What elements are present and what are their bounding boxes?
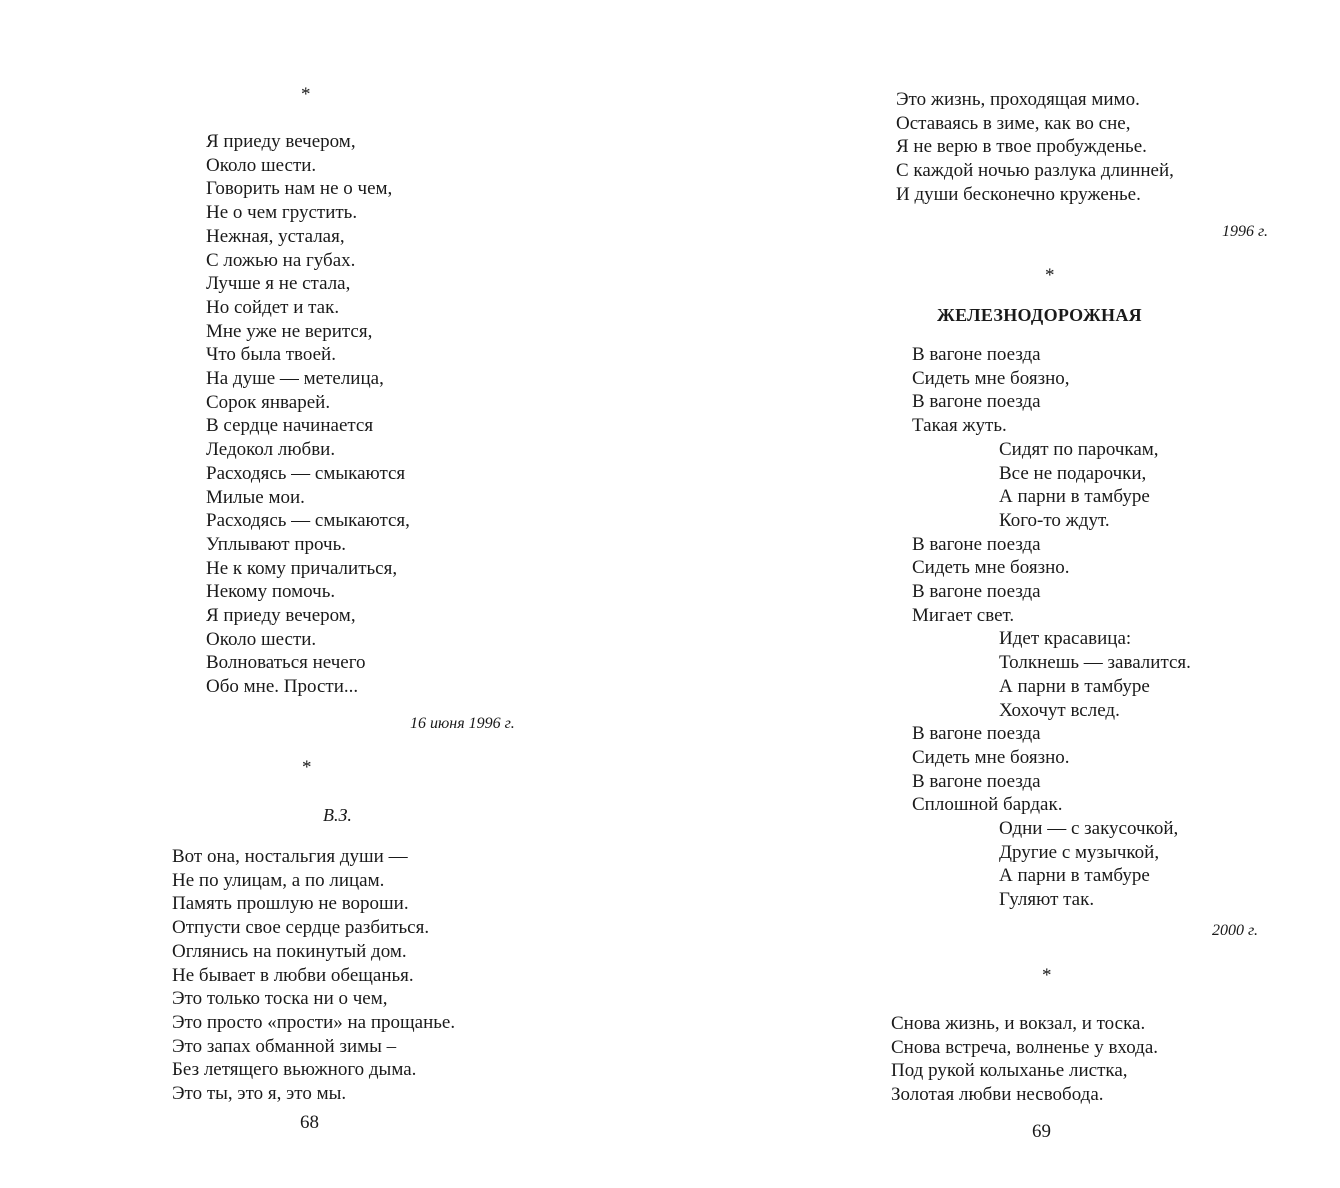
poem-line: Около шести.: [206, 154, 317, 176]
poem-line: Говорить нам не о чем,: [206, 178, 393, 200]
poem-line: Оставаясь в зиме, как во сне,: [896, 112, 1131, 134]
poem-line: Нежная, усталая,: [206, 225, 345, 247]
left-page: [0, 0, 660, 1188]
poem-line: Снова жизнь, и вокзал, и тоска.: [891, 1013, 1146, 1034]
poem-line: Не по улицам, а по лицам.: [172, 869, 385, 891]
poem-line: Золотая любви несвобода.: [891, 1084, 1104, 1106]
poem-line: Некому помочь.: [206, 581, 336, 603]
poem-line: А парни в тамбуре: [999, 675, 1150, 697]
poem1-date: 16 июня 1996 г.: [410, 715, 515, 732]
poem-line: Гуляют так.: [999, 889, 1095, 911]
poem2-title: В.З.: [323, 805, 352, 825]
poem-line: Я приеду вечером,: [206, 605, 356, 627]
poem-line: Мигает свет.: [912, 604, 1015, 626]
poem-line: Все не подарочки,: [999, 462, 1147, 484]
poem-line: А парни в тамбуре: [999, 865, 1150, 887]
poem2-text: [172, 845, 455, 1106]
poem-line: Лучше я не стала,: [206, 273, 351, 295]
poem-line: Кого-то ждут.: [999, 509, 1110, 531]
poem-line: Такая жуть.: [912, 415, 1007, 437]
poem-line: Отпусти свое сердце разбиться.: [172, 917, 430, 939]
poem-line: В вагоне поезда: [912, 723, 1041, 745]
poem-line: В вагоне поезда: [912, 344, 1041, 365]
poem1-asterisk: *: [301, 84, 311, 105]
poem-line: Сидеть мне боязно.: [912, 557, 1070, 579]
poem-line: Это только тоска ни о чем,: [172, 988, 388, 1010]
poem-line: Под рукой колыханье листка,: [891, 1060, 1128, 1082]
poem-line: Обо мне. Прости...: [206, 676, 359, 698]
poem-line: Не к кому причалиться,: [206, 557, 398, 579]
poem-line: С каждой ночью разлука длинней,: [896, 160, 1174, 182]
poem-line: Снова встреча, волненье у входа.: [891, 1036, 1159, 1058]
poem-line: Что была твоей.: [206, 344, 336, 366]
poem-line: Хохочут вслед.: [999, 699, 1120, 721]
poem-continued-text: [896, 88, 1174, 207]
poem4-asterisk: *: [1042, 965, 1052, 986]
poem-line: В сердце начинается: [206, 415, 374, 437]
poem-line: В вагоне поезда: [912, 770, 1041, 792]
poem-line: В вагоне поезда: [912, 391, 1041, 413]
poem3-asterisk: *: [1045, 265, 1055, 286]
page-number-left: 68: [300, 1112, 319, 1133]
poem-line: Сплошной бардак.: [912, 794, 1063, 816]
poem-line: Одни — с закусочкой,: [999, 818, 1179, 840]
poem-line: И души бесконечно круженье.: [896, 183, 1141, 205]
poem-line: Идет красавица:: [999, 628, 1132, 650]
poem-line: Это просто «прости» на прощанье.: [172, 1011, 456, 1033]
poem-line: На душе — метелица,: [206, 368, 384, 390]
poem-line: Ледокол любви.: [206, 439, 336, 461]
poem-line: В вагоне поезда: [912, 581, 1041, 603]
poem-line: Не о чем грустить.: [206, 202, 358, 224]
poem1-text: [206, 130, 410, 699]
poem-line: Толкнешь — завалится.: [999, 652, 1191, 674]
poem-line: Память прошлую не вороши.: [172, 893, 409, 915]
poem-line: Но сойдет и так.: [206, 296, 340, 318]
poem-line: Мне уже не верится,: [206, 320, 373, 342]
poem-line: Без летящего вьюжного дыма.: [172, 1059, 417, 1081]
poem-line: Сидят по парочкам,: [999, 438, 1159, 460]
poem-line: В вагоне поезда: [912, 533, 1041, 555]
poem-line: Другие с музычкой,: [999, 841, 1160, 863]
poem4-text: [891, 1012, 1158, 1107]
poem-line: Сидеть мне боязно.: [912, 746, 1070, 768]
poem-line: Я не верю в твое пробужденье.: [896, 136, 1147, 158]
poem-line: Это ты, это я, это мы.: [172, 1083, 347, 1105]
poem-line: Волноваться нечего: [206, 652, 366, 674]
poem-continued-date: 1996 г.: [1222, 223, 1269, 240]
poem-line: А парни в тамбуре: [999, 486, 1150, 508]
poem-line: Уплывают прочь.: [206, 533, 346, 555]
poem-line: Сорок январей.: [206, 391, 331, 413]
poem-line: Расходясь — смыкаются: [206, 462, 406, 484]
poem2-asterisk: *: [302, 757, 312, 778]
poem-line: Милые мои.: [206, 486, 305, 508]
poem3-date: 2000 г.: [1212, 922, 1259, 939]
poem-line: Это жизнь, проходящая мимо.: [896, 89, 1140, 110]
poem-line: Оглянись на покинутый дом.: [172, 940, 407, 962]
poem-line: С ложью на губах.: [206, 249, 356, 271]
page-number-right: 69: [1032, 1121, 1051, 1142]
poem-line: Вот она, ностальгия души —: [172, 846, 408, 867]
poem-line: Не бывает в любви обещанья.: [172, 964, 414, 986]
poem-line: Я приеду вечером,: [206, 131, 356, 152]
poem-line: Это запах обманной зимы –: [172, 1035, 397, 1057]
poem-line: Расходясь — смыкаются,: [206, 510, 410, 532]
right-page: [670, 0, 1340, 1188]
poem-line: Сидеть мне боязно,: [912, 367, 1070, 389]
poem3-text: [912, 343, 1191, 912]
poem3-title: ЖЕЛЕЗНОДОРОЖНАЯ: [937, 305, 1142, 325]
poem-line: Около шести.: [206, 628, 317, 650]
